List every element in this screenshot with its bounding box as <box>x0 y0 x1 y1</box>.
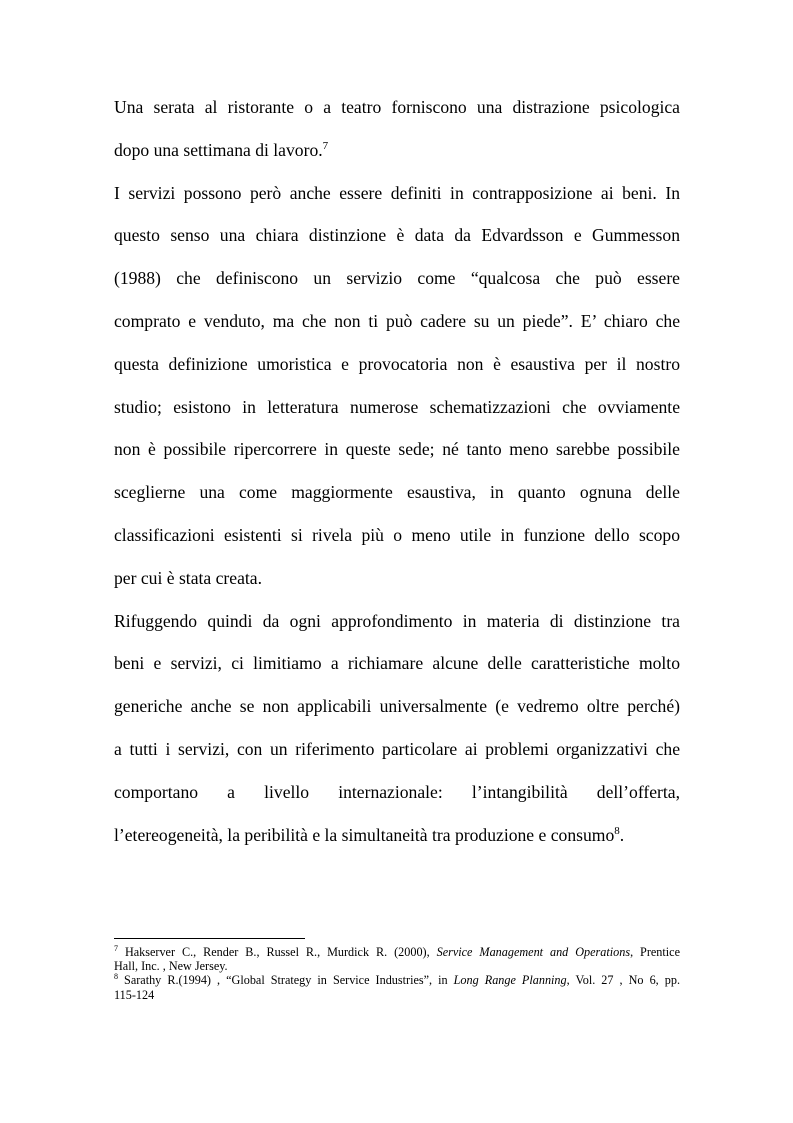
footnote-7-publisher: , Prentice <box>630 945 680 959</box>
footnote-separator <box>114 938 305 939</box>
footnote-8-number: 8 <box>114 972 118 982</box>
footnote-ref-7[interactable]: 7 <box>322 139 329 152</box>
footnotes <box>114 945 680 1002</box>
text-line-13: Rifuggendo quindi da ogni approfondimento in materia di distinzione tra <box>114 610 680 631</box>
footnote-7-title: Service Management and Operations <box>436 945 631 959</box>
footnote-7-authors: Hakserver C., Render B., Russel R., Murdick R. (2000), <box>118 945 437 959</box>
text-line-5: (1988) che definiscono un servizio come “qualcosa che può essere <box>114 268 680 289</box>
footnote-7 <box>114 945 680 973</box>
text-line-6: comprato e venduto, ma che non ti può cadere su un piede”. E’ chiaro che <box>114 310 680 331</box>
text-line-17: comportano a livello internazionale: l’intangibilità dell’offerta, <box>114 781 680 802</box>
text-line-4: questo senso una chiara distinzione è data da Edvardsson e Gummesson <box>114 225 680 246</box>
text-line-2 <box>114 129 680 172</box>
text-line-11: classificazioni esistenti si rivela più o meno utile in funzione dello scopo <box>114 524 680 545</box>
text-line-15: generiche anche se non applicabili universalmente (e vedremo oltre perché) <box>114 696 680 717</box>
footnote-7-line-2: Hall, Inc. , New Jersey. <box>114 959 228 974</box>
text-line-8: studio; esistono in letteratura numerose schematizzazioni che ovviamente <box>114 396 680 417</box>
footnote-7-number: 7 <box>114 943 118 953</box>
text-line-1: Una serata al ristorante o a teatro forniscono una distrazione psicologica <box>114 97 680 117</box>
text-line-2-content: dopo una settimana di lavoro. <box>114 139 323 160</box>
footnote-ref-8[interactable]: 8 <box>614 824 620 837</box>
text-line-12: per cui è stata creata. <box>114 567 262 588</box>
text-line-18-period: . <box>619 824 625 845</box>
text-line-14: beni e servizi, ci limitiamo a richiamare alcune delle caratteristiche molto <box>114 653 680 674</box>
body-text <box>114 86 680 856</box>
footnote-7-line-1 <box>114 945 680 959</box>
footnote-8-line-2: 115-124 <box>114 987 155 1002</box>
footnote-8-volume: , Vol. 27 , No 6, pp. <box>566 973 680 988</box>
text-line-16: a tutti i servizi, con un riferimento particolare ai problemi organizzativi che <box>114 738 680 759</box>
text-line-7: questa definizione umoristica e provocatoria non è esaustiva per il nostro <box>114 353 680 374</box>
footnote-8-authors: Sarathy R.(1994) , “Global Strategy in Service Industries”, in <box>118 973 454 988</box>
text-line-10: sceglierne una come maggiormente esaustiva, in quanto ognuna delle <box>114 482 680 503</box>
text-line-9: non è possibile ripercorrere in queste sede; né tanto meno sarebbe possibile <box>114 439 680 460</box>
text-line-18 <box>114 814 680 857</box>
text-line-18-content: l’etereogeneità, la peribilità e la simultaneità tra produzione e consumo <box>114 824 615 845</box>
footnote-8-line-1 <box>114 973 680 987</box>
footnote-8 <box>114 973 680 1001</box>
text-line-3: I servizi possono però anche essere definiti in contrapposizione ai beni. In <box>114 182 680 203</box>
footnote-8-journal: Long Range Planning <box>453 973 567 988</box>
